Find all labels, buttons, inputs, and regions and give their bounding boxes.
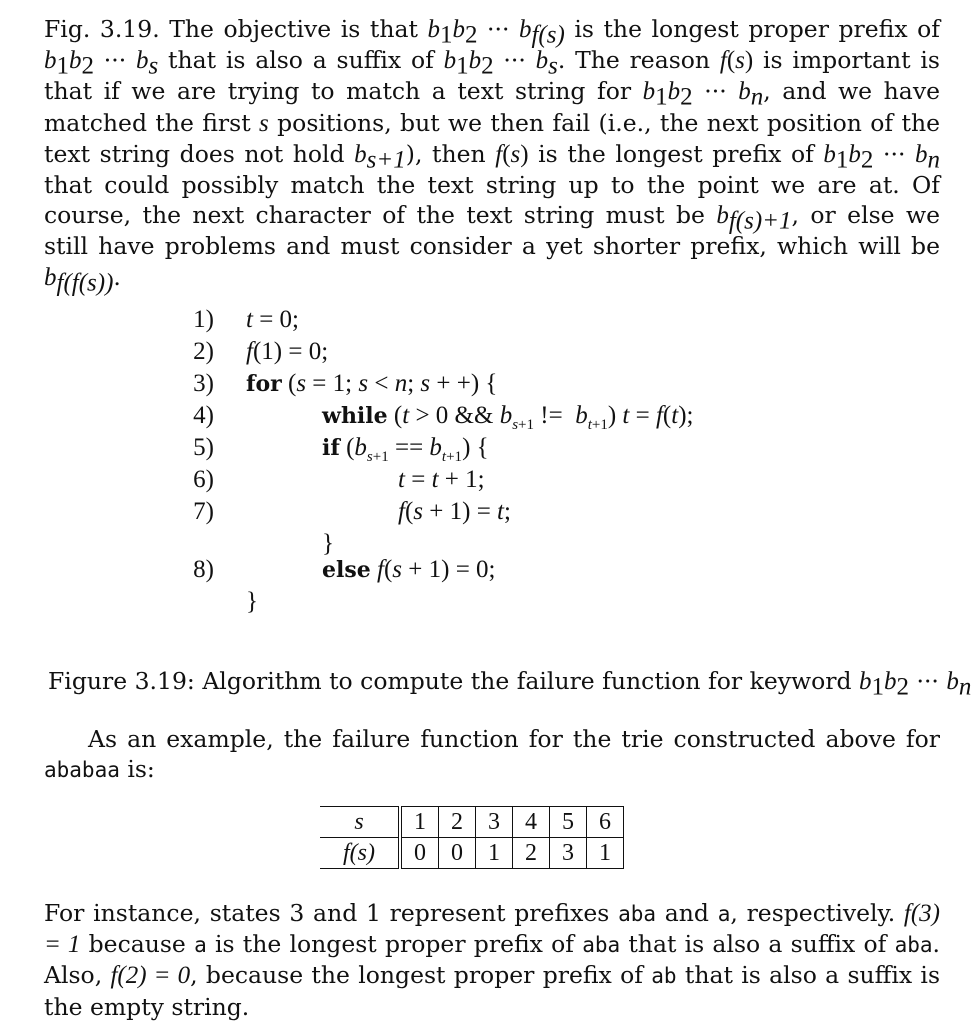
table-cell: 1 — [400, 807, 439, 838]
explanation-paragraph: For instance, states 3 and 1 represent prefixes aba and a, respectively. f(3) = 1 because a is the longest proper prefix of aba that is also a suffix of aba. Also, f(2) = 0, because the longest proper prefix of ab that is also a suffix is the empty string. — [44, 899, 941, 1021]
line-number: 6) — [193, 466, 214, 493]
row-header: s — [320, 807, 400, 838]
code-line — [0, 586, 977, 618]
table-cell: 2 — [513, 838, 550, 869]
example-paragraph: As an example, the failure function for the trie constructed above for ababaa is: — [44, 725, 940, 784]
code-line — [0, 336, 977, 368]
code-line — [0, 400, 977, 432]
code-line — [0, 432, 977, 464]
intro-paragraph: Fig. 3.19. The objective is that $b_1b_2$ ··· $b_{f(s)}$ is the longest proper prefix of $b_1b_2$ ··· $b_s$ that is also a suffix of $b_1b_2$ ··· $b_s$. The reason f(s) is important is that if we are trying to match a text string for $b_1b_2$ ··· $b_n$, and we have matched the first s positions, but we then fail (i.e., the next position of the text string does not hold $b_{s+1}$), then f(s) is the longest prefix of $b_1b_2$ ··· $b_n$ that could possibly match the text string up to the point we are at. Of course, the next character of the text string must be $b_{f(s)+1}$, or else we still have problems and must consider a yet shorter prefix, which will be $b_{f(f(s))}$. — [44, 15, 941, 297]
keyword-else: else — [322, 557, 371, 583]
code-text: f(1) = 0; — [246, 338, 329, 365]
table-cell: 0 — [400, 838, 439, 869]
keyword-word: ababaa — [44, 758, 120, 783]
line-number: 3) — [193, 370, 214, 397]
table-cell: 2 — [439, 807, 476, 838]
table-cell: 3 — [550, 838, 587, 869]
code-text: t = t + 1; — [398, 466, 485, 493]
code-text: t = 0; — [246, 306, 299, 333]
table-row — [320, 838, 624, 869]
line-number: 5) — [193, 434, 214, 461]
code-line — [0, 304, 977, 336]
code-text: f(s + 1) = t; — [398, 498, 511, 525]
table-cell: 6 — [587, 807, 624, 838]
code-text: } — [322, 530, 334, 557]
code-line — [0, 368, 977, 400]
failure-function-table — [320, 806, 624, 869]
line-number: 7) — [193, 498, 214, 525]
code-line — [0, 496, 977, 528]
figure-caption: Figure 3.19: Algorithm to compute the failure function for keyword $b_1b_2$ ··· $b_n$ — [48, 667, 972, 701]
keyword-if: if — [322, 435, 340, 461]
row-header: f(s) — [320, 838, 400, 869]
table-cell: 4 — [513, 807, 550, 838]
table-row — [320, 807, 624, 838]
table-cell: 5 — [550, 807, 587, 838]
table-cell: 1 — [476, 838, 513, 869]
keyword-while: while — [322, 403, 388, 429]
line-number: 1) — [193, 306, 214, 333]
code-text: } — [246, 588, 258, 615]
table-cell: 1 — [587, 838, 624, 869]
table-cell: 3 — [476, 807, 513, 838]
line-number: 8) — [193, 556, 214, 583]
code-text: if $(b_{s+1} == b_{t+1})$ { — [322, 434, 489, 465]
line-number: 2) — [193, 338, 214, 365]
keyword-for: for — [246, 371, 282, 397]
code-text: for (s = 1; s < n; s + +) { — [246, 370, 498, 397]
code-line — [0, 464, 977, 496]
code-line — [0, 554, 977, 586]
code-text: else f(s + 1) = 0; — [322, 556, 496, 583]
table-cell: 0 — [439, 838, 476, 869]
line-number: 4) — [193, 402, 214, 429]
algorithm-listing — [0, 304, 977, 624]
fig-ref: Fig. 3.19. — [44, 15, 160, 43]
code-text: while (t > 0 && $b_{s+1}$ != $b_{t+1}$) t = f(t); — [322, 402, 694, 433]
